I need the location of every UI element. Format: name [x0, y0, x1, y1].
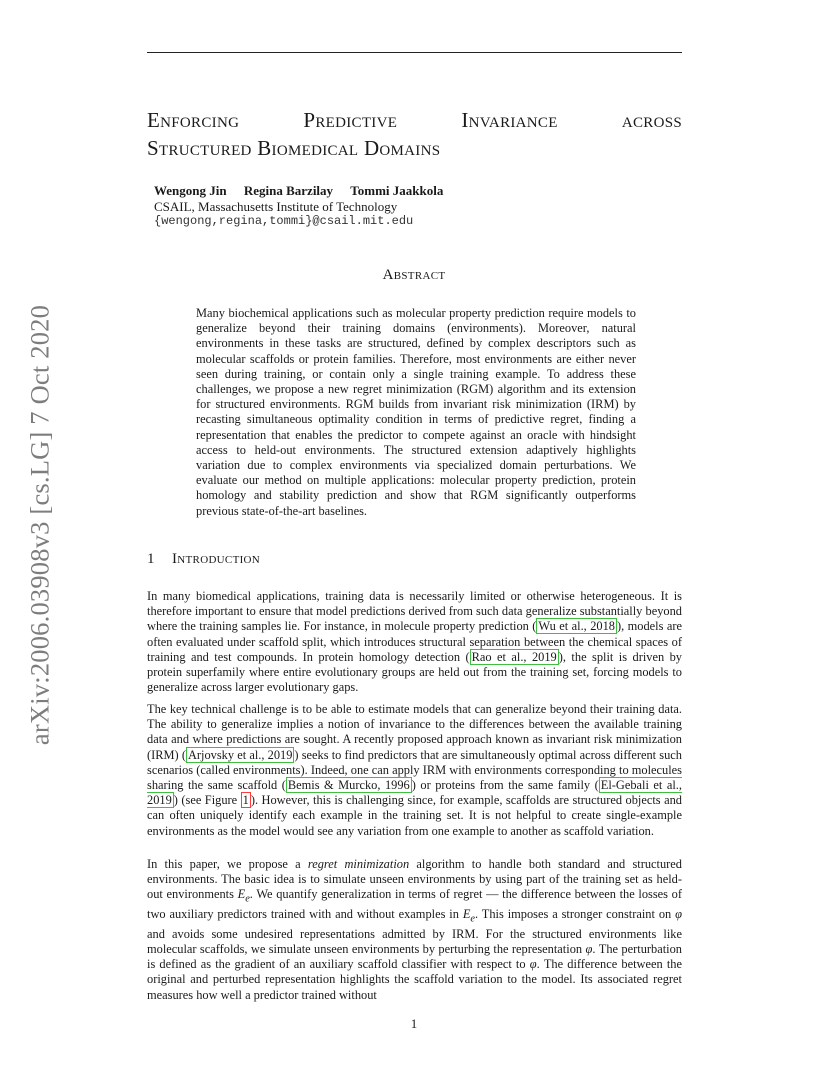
- math-symbol: E: [462, 907, 471, 922]
- citation-link[interactable]: Bemis & Murcko, 1996: [287, 778, 410, 793]
- title-word: Invariance: [461, 108, 558, 132]
- intro-paragraph-1: [147, 589, 682, 695]
- arxiv-id: arXiv:2006.03908v3 [cs.LG] 7 Oct 2020: [24, 304, 55, 746]
- author-emails[interactable]: {wengong,regina,tommi}@csail.mit.edu: [154, 214, 414, 228]
- math-symbol: φ: [585, 941, 593, 956]
- paragraph-text: ) (see Figure: [173, 793, 241, 808]
- section-heading: [147, 551, 260, 568]
- paragraph-text: . The perturbation is defined as the gradient of an auxiliary scaffold classifier with respect to: [147, 941, 682, 972]
- citation-link[interactable]: Arjovsky et al., 2019: [187, 747, 293, 762]
- math-subscript: e: [245, 893, 250, 905]
- citation-link[interactable]: El-Gebali et al., 2019: [147, 778, 682, 808]
- paragraph-text: . This imposes a stronger constraint on: [475, 907, 676, 922]
- abstract-heading: Abstract: [382, 267, 446, 283]
- paragraph-text: ). However, this is challenging since, for example, scaffolds are structured objects and can often uniquely identify each example in the training set. It is not helpful to create single-example environments as the model would see any variation from one example to another as scaffold variation.: [147, 793, 682, 838]
- citation-link[interactable]: Rao et al., 2019: [471, 649, 557, 664]
- emphasis-text: regret minimization: [307, 857, 410, 871]
- affiliation: CSAIL, Massachusetts Institute of Technology: [154, 199, 398, 214]
- author-name: Tommi Jaakkola: [350, 183, 444, 198]
- top-rule: [147, 52, 682, 53]
- author-name: Wengong Jin: [154, 183, 227, 198]
- paragraph-text: ), models are often evaluated under scaffold split, which introduces structural separation between the chemical spaces of training and test compounds. In protein homology detection (: [147, 619, 682, 664]
- section-title: Introduction: [172, 551, 261, 567]
- abstract-text: Many biochemical applications such as molecular property prediction require models to generalize beyond their training domains (environments). Moreover, natural environments in these tasks are structured, defined by complex descriptors such as molecular scaffolds or protein families. Therefore, most environments are either never seen during training, or contain only a single training example. To address these challenges, we propose a new regret minimization (RGM) algorithm and its extension for structured environments. RGM builds from invariant risk minimization (IRM) by recasting simultaneous optimality condition in terms of predictive regret, finding a representation that enables the predictor to compete against an oracle with hindsight access to held-out environments. The structured extension adaptively highlights variation due to complex environments via specialized domain perturbations. We evaluate our method on multiple applications: molecular property prediction, protein homology and stability prediction and show that RGM significantly outperforms previous state-of-the-art baselines.: [196, 306, 636, 518]
- title-word: Enforcing: [147, 108, 240, 132]
- title-word: Predictive: [303, 108, 398, 132]
- paragraph-text: In this paper, we propose a: [147, 857, 308, 871]
- paragraph-text: ) or proteins from the same family (: [411, 778, 599, 793]
- citation-link[interactable]: Wu et al., 2018: [538, 619, 615, 634]
- title-line-2: Structured Biomedical Domains: [147, 136, 441, 160]
- math-symbol: φ: [675, 907, 682, 922]
- paragraph-text: ), the split is driven by protein superfamily where entire evolutionary groups are held out from the training set, forcing models to generalize across larger evolutionary gaps.: [147, 649, 682, 695]
- paragraph-text: ) seeks to find predictors that are simultaneously optimal across different such scenarios (called environments). Indeed, one can apply IRM with environments corresponding to molecules sharing the same scaffold (: [147, 747, 682, 793]
- author-name: Regina Barzilay: [243, 183, 334, 198]
- paragraph-text: and avoids some undesired representations admitted by IRM. For the structured environments like molecular scaffolds, we simulate unseen environments by perturbing the representation: [147, 926, 682, 956]
- math-subscript: e: [470, 913, 475, 925]
- math-symbol: E: [237, 887, 246, 902]
- figure-ref-link[interactable]: 1: [242, 793, 249, 808]
- intro-paragraph-3: [147, 857, 682, 1003]
- paragraph-text: . We quantify generalization in terms of regret — the difference between the losses of two auxiliary predictors trained with and without examples in: [147, 887, 682, 922]
- title-word: across: [621, 108, 682, 132]
- author-list: [154, 183, 443, 199]
- paragraph-text: . The difference between the original and perturbed representation highlights the scaffold variation to the model. Its associated regret measures how well a predictor trained without: [147, 957, 682, 1002]
- paragraph-text: algorithm to handle both standard and structured environments. The basic idea is to simulate unseen environments by using part of the training set as held-out environments: [147, 857, 682, 902]
- paragraph-text: In many biomedical applications, training data is necessarily limited or otherwise heterogeneous. It is therefore important to ensure that model predictions derived from such data generalize substantially beyond where the training samples lie. For instance, in molecule property prediction (: [147, 589, 682, 634]
- paper-title: [147, 106, 682, 162]
- intro-paragraph-2: [147, 702, 682, 839]
- page-number: 1: [410, 1016, 418, 1031]
- title-line-1: [147, 106, 682, 134]
- section-number: 1: [147, 551, 155, 567]
- paragraph-text: The key technical challenge is to be able to estimate models that can generalize beyond their training data. The ability to generalize implies a notion of invariance to the differences between the available training data and where predictions are sought. A recently proposed approach known as invariant risk minimization (IRM) (: [147, 702, 682, 762]
- arxiv-stamp: [20, 295, 60, 755]
- math-symbol: φ: [529, 957, 537, 972]
